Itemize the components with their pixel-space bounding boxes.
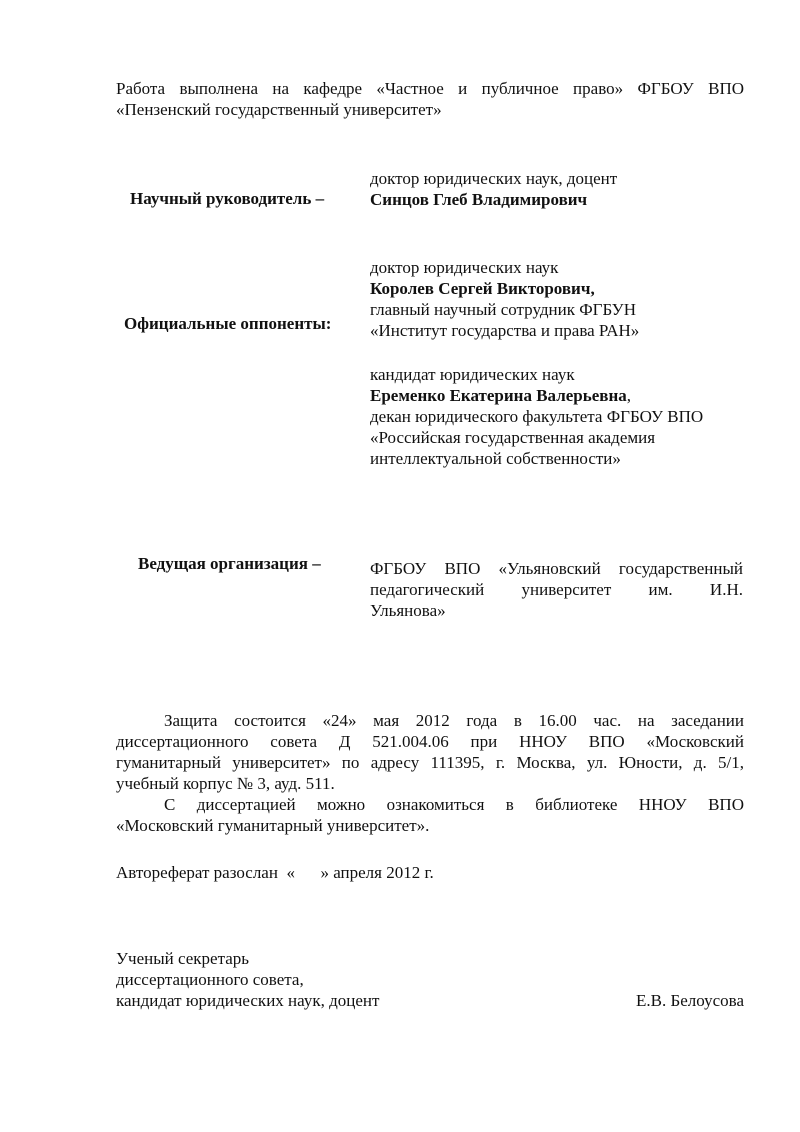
opponent-2-org-line-1: «Российская государственная академия [370,428,656,447]
opponent-2-name: Еременко Екатерина Валерьевна [370,386,627,405]
secretary-title-line-1: Ученый секретарь [116,949,250,968]
opponent-2-position: декан юридического факультета ФГБОУ ВПО [370,407,704,426]
secretary-title-line-3: кандидат юридических наук, доцент [116,991,380,1010]
intro-line-1: Работа выполнена на кафедре «Частное и публичное право» ФГБОУ ВПО [116,79,744,98]
defense-line-4: учебный корпус № 3, ауд. 511. [116,774,335,793]
sent-date-line: Автореферат разослан « » апреля 2012 г. [116,863,434,882]
leading-org-line-1: ФГБОУ ВПО «Ульяновский государственный [370,559,743,578]
opponent-1-block [370,257,750,341]
intro-paragraph [116,78,744,120]
supervisor-degree: доктор юридических наук, доцент [370,169,618,188]
defense-line-2: диссертационного совета Д 521.004.06 при ННОУ ВПО «Московский [116,732,744,751]
supervisor-role-label: Научный руководитель – [130,189,325,208]
defense-line-3: гуманитарный университет» по адресу 111395, г. Москва, ул. Юности, д. 5/1, [116,753,744,772]
opponent-2-name-suffix: , [626,386,631,405]
secretary-signature-block [116,948,744,1011]
opponent-1-name: Королев Сергей Викторович, [370,279,595,298]
library-line-1: С диссертацией можно ознакомиться в библиотеке ННОУ ВПО [164,795,744,814]
library-line-2: «Московский гуманитарный университет». [116,816,430,835]
defense-line-1: Защита состоится «24» мая 2012 года в 16.00 час. на заседании [164,711,744,730]
opponent-1-degree: доктор юридических наук [370,258,559,277]
opponent-2-name-line [370,385,750,406]
supervisor-name: Синцов Глеб Владимирович [370,190,588,209]
opponent-2-block [370,364,750,469]
leading-org-line-3: Ульянова» [370,601,446,620]
supervisor-block [370,168,750,210]
opponent-1-org: «Институт государства и права РАН» [370,321,640,340]
leading-org-line-2: педагогический университет им. И.Н. [370,580,743,599]
opponent-1-position: главный научный сотрудник ФГБУН [370,300,636,319]
intro-line-2: «Пензенский государственный университет» [116,100,442,119]
leading-org-role-label: Ведущая организация – [138,554,321,573]
defense-paragraph [116,710,744,836]
secretary-name: Е.В. Белоусова [635,991,744,1010]
secretary-title-line-2: диссертационного совета, [116,970,304,989]
opponent-2-degree: кандидат юридических наук [370,365,575,384]
opponents-role-label: Официальные оппоненты: [124,314,332,333]
leading-org-block [370,558,743,621]
opponent-2-org-line-2: интеллектуальной собственности» [370,449,621,468]
